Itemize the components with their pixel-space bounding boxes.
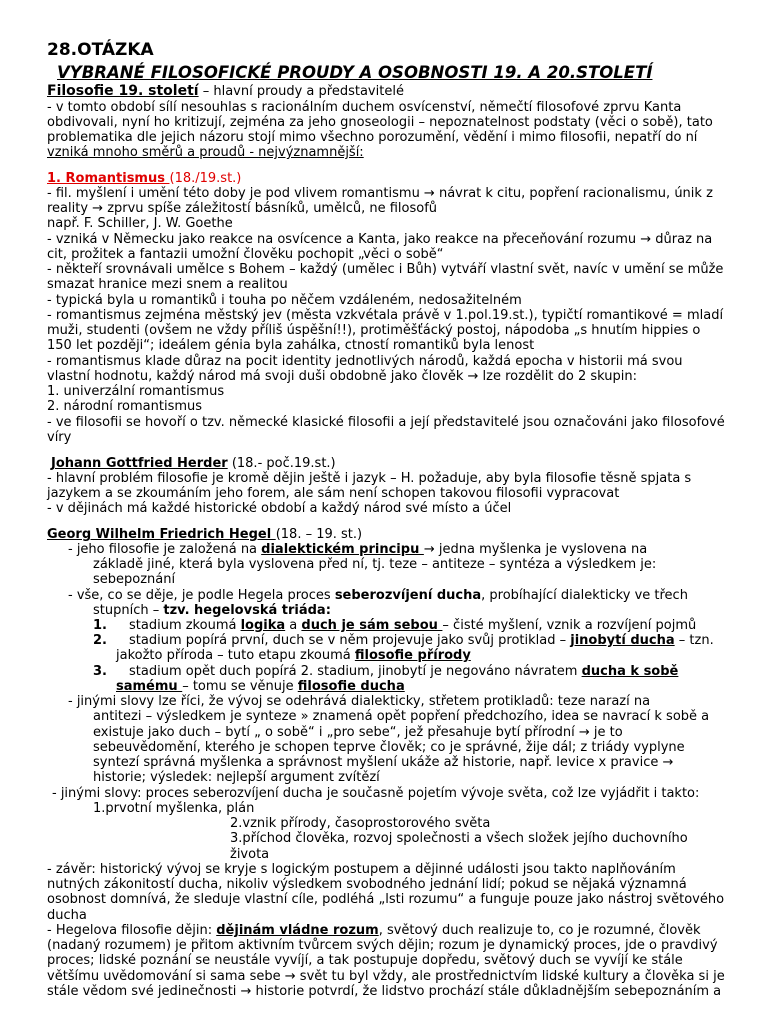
hegel-a1-post: → jedna myšlenka je vyslovena na (423, 542, 648, 557)
hegel-point-f-line-2: (nadaný rozumem) je přitom aktivním tvůrcem svých dějin; rozum je dynamický proces, jde o pravdivý (47, 938, 718, 953)
hegel-point-f-line-1 (47, 923, 701, 938)
herder-period: (18.- poč.19.st.) (227, 456, 336, 471)
intro-heading: Filosofie 19. století (47, 83, 199, 99)
romantism-line-12: - romantismus klade důraz na pocit identity jednotlivých národů, každá epocha v historii má svou (47, 354, 683, 369)
hegel-f1-post: , světový duch realizuje to, co je rozumné, člověk (378, 923, 701, 938)
herder-line-3: - v dějinách má každé historické období a každý národ své místo a účel (47, 501, 512, 516)
spirit-self-development: seberozvíjení ducha (334, 588, 482, 603)
stage-3-itself: samému (116, 679, 183, 694)
philosophy-of-spirit: filosofie ducha (297, 679, 405, 694)
document-subtitle: VYBRANÉ FILOSOFICKÉ PROUDY A OSOBNOSTI 19. A 20.STOLETÍ (57, 63, 653, 82)
hegel-point-a-line-1 (68, 542, 647, 557)
herder-heading-line (51, 456, 336, 471)
hegel-point-f-line-4: většímu uvědomování si sama sebe → svět tu byl vždy, ale prostřednictvím lidské kultury a člověka si je (47, 969, 725, 984)
romantism-line-8: - typická byla u romantiků i touha po něčem vzdáleném, nedosažitelném (47, 293, 522, 308)
romantism-line-15: 2. národní romantismus (47, 399, 203, 414)
stage-2-post: – tzn. (674, 633, 714, 648)
reason-rules-history: dějinám vládne rozum (216, 923, 379, 938)
intro-line-3: problematika dle jejich názoru stojí mimo všechno porozumění, vědění i mimo filosofii, nepatří do ní (47, 130, 698, 145)
stage-3-number: 3. (93, 664, 107, 679)
hegel-point-c-line-5: syntezí správná myšlenka a správnost myšlení ukáže až historie, např. levice x pravice → (93, 755, 674, 770)
romantism-line-5: cit, prožitek a fantazii umožní člověku pochopit „věci o sobě“ (47, 247, 444, 262)
hegel-name: Georg Wilhelm Friedrich Hegel (47, 527, 276, 542)
hegel-point-a-line-2: základě jiné, která byla vyslovena před ní, tj. teze – antiteze – syntéza a výsledkem je: (93, 557, 657, 572)
hegel-point-d-line-4: 3.příchod člověka, rozvoj společnosti a všech složek jejího duchovního (230, 831, 688, 846)
triad-stage-1 (93, 618, 696, 633)
stage-1-spirit: duch je sám sebou (301, 618, 443, 633)
stage-3-return: ducha k sobě (581, 664, 679, 679)
romantism-heading-line (47, 171, 241, 186)
hegel-point-b-line-1 (68, 588, 688, 603)
hegel-b1-pre: - vše, co se děje, je podle Hegela proces (68, 588, 335, 603)
hegel-point-b-line-2 (93, 603, 331, 618)
hegel-point-e-line-3: osobnost domnívá, že sleduje vlastní cíle, podléhá „lsti rozumu“ a funguje pouze jako nástroj světového (47, 892, 725, 907)
dialectic-principle: dialektickém principu (261, 542, 424, 557)
romantism-line-3: např. F. Schiller, J. W. Goethe (47, 216, 233, 231)
stage-1-pre: stadium zkoumá (129, 618, 241, 633)
hegel-point-e-line-2: nutných zákonitostí ducha, nikoliv výsledkem svobodného jednání lidí; pokud se nějaká významná (47, 877, 687, 892)
hegel-period: (18. – 19. st.) (275, 527, 363, 542)
hegel-point-c-line-1: - jinými slovy lze říci, že vývoj se odehrává dialekticky, střetem protikladů: teze narazí na (68, 694, 651, 709)
triad-stage-2-cont (116, 648, 471, 663)
hegel-point-a-line-3: sebepoznání (93, 572, 176, 587)
hegel-point-e-line-1: - závěr: historický vývoj se kryje s logickým postupem a dějinné události jsou takto naplňováním (47, 862, 676, 877)
hegel-point-f-line-3: proces; lidské poznání se neustále vyvíjí, a tak postupuje dopředu, světový duch se vyvíjí ke stále (47, 953, 683, 968)
hegel-point-f-line-5: stále vědom své jedinečnosti → historie potvrdí, že lidstvo prochází stále důkladnějším sebepoznáním a (47, 984, 722, 999)
hegel-point-d-line-5: života (230, 847, 270, 862)
hegel-point-c-line-4: sebeuvědomění, kterého je schopen teprve člověk; co je správné, žije dál; z triády vyplyne (93, 740, 685, 755)
herder-line-1: - hlavní problém filosofie je kromě dějin ještě i jazyk – H. požaduje, aby byla filosofie těsně spjata s (47, 471, 692, 486)
hegel-point-d-line-1: - jinými slovy: proces seberozvíjení ducha je současně pojetím vývoje světa, což lze vyjádřit i takto: (52, 786, 700, 801)
philosophy-of-nature: filosofie přírody (354, 648, 471, 663)
question-title: 28.OTÁZKA (47, 40, 154, 60)
romantism-line-13: vlastní hodnotu, každý národ má svoji duši obdobně jako člověk → lze rozdělit do 2 skupin: (47, 369, 638, 384)
triad-stage-3-cont (116, 679, 405, 694)
romantism-line-7: smazat hranice mezi snem a realitou (47, 277, 288, 292)
triad-stage-3 (93, 664, 678, 679)
romantism-line-14: 1. univerzální romantismus (47, 384, 225, 399)
stage-2b-pre: jakožto příroda – tuto etapu zkoumá (116, 648, 355, 663)
stage-2-number: 2. (93, 633, 107, 648)
hegel-point-c-line-2: antitezi – výsledkem je synteze » znamená opět popření předchozího, idea se navrací k sobě a (93, 709, 710, 724)
intro-heading-line (47, 84, 404, 99)
hegel-b1-post: , probíhající dialekticky ve třech (481, 588, 688, 603)
hegel-point-d-line-2: 1.prvotní myšlenka, plán (93, 801, 255, 816)
hegel-a1-pre: - jeho filosofie je založená na (68, 542, 262, 557)
stage-1-mid: a (285, 618, 302, 633)
stage-3b-mid: – tomu se věnuje (182, 679, 298, 694)
stage-2-otherness: jinobytí ducha (570, 633, 675, 648)
stage-1-logic: logika (240, 618, 286, 633)
hegel-point-d-line-3: 2.vznik přírody, časoprostorového světa (230, 816, 491, 831)
intro-line-1: - v tomto období sílí nesouhlas s racionálním duchem osvícenství, němečtí filosofové zprvu Kanta (47, 100, 682, 115)
stage-1-post: – čisté myšlení, vznik a rozvíjení pojmů (442, 618, 697, 633)
romantism-line-16: - ve filosofii se hovoří o tzv. německé klasické filosofii a její představitelé jsou označováni jako filosofové (47, 415, 725, 430)
hegel-heading-line (47, 527, 362, 542)
romantism-period: (18./19.st.) (169, 171, 242, 186)
hegel-f1-pre: - Hegelova filosofie dějin: (47, 923, 217, 938)
hegelian-triad: tzv. hegelovská triáda: (163, 603, 331, 618)
intro-line-4: vzniká mnoho směrů a proudů - nejvýznamnější: (47, 145, 364, 160)
hegel-point-c-line-6: historie; výsledek: nejlepší argument zvítězí (93, 770, 380, 785)
stage-1-number: 1. (93, 618, 107, 633)
herder-line-2: jazykem a se zkoumáním jeho forem, ale sám není schopen takovou filosofii vypracovat (47, 486, 620, 501)
triad-stage-2 (93, 633, 714, 648)
hegel-point-c-line-3: existuje jako duch – bytí „ o sobě“ i „pro sebe“, jež přesahuje bytí přírodní → je to (93, 725, 623, 740)
intro-heading-rest: – hlavní proudy a představitelé (198, 84, 404, 99)
hegel-b2-pre: stupních – (93, 603, 164, 618)
stage-3-pre: stadium opět duch popírá 2. stadium, jinobytí je negováno návratem (129, 664, 582, 679)
romantism-line-11: 150 let později“; ideálem génia byla zahálka, ctností romantiků byla lenost (47, 338, 535, 353)
romantism-line-17: víry (47, 430, 72, 445)
herder-name: Johann Gottfried Herder (51, 456, 228, 471)
romantism-line-4: - vzniká v Německu jako reakce na osvícence a Kanta, jako reakce na přeceňování rozumu → důraz na (47, 232, 713, 247)
romantism-line-1: - fil. myšlení i umění této doby je pod vlivem romantismu → návrat k citu, popření racionalismu, únik z (47, 186, 713, 201)
stage-2-pre: stadium popírá první, duch se v něm projevuje jako svůj protiklad – (129, 633, 571, 648)
romantism-line-2: reality → zprvu spíše záležitostí básníků, umělců, ne filosofů (47, 201, 438, 216)
hegel-point-e-line-4: ducha (47, 908, 87, 923)
romantism-line-6: - někteří srovnávali umělce s Bohem – každý (umělec i Bůh) vytváří vlastní svět, navíc v umění se může (47, 262, 724, 277)
intro-line-2: obdivovali, nyní ho kritizují, zejména za jeho gnoseologii – nepoznatelnost podstaty (věci o sobě), tato (47, 115, 713, 130)
romantism-line-9: - romantismus zejména městský jev (města vzkvétala právě v 1.pol.19.st.), typičtí romantikové = mladí (47, 308, 724, 323)
romantism-heading: 1. Romantismus (47, 171, 170, 186)
romantism-line-10: muži, studenti (ovšem ne vždy příliš úspěšní!!), protiměšťácký postoj, nápodoba „s hnutím hippies o (47, 323, 701, 338)
